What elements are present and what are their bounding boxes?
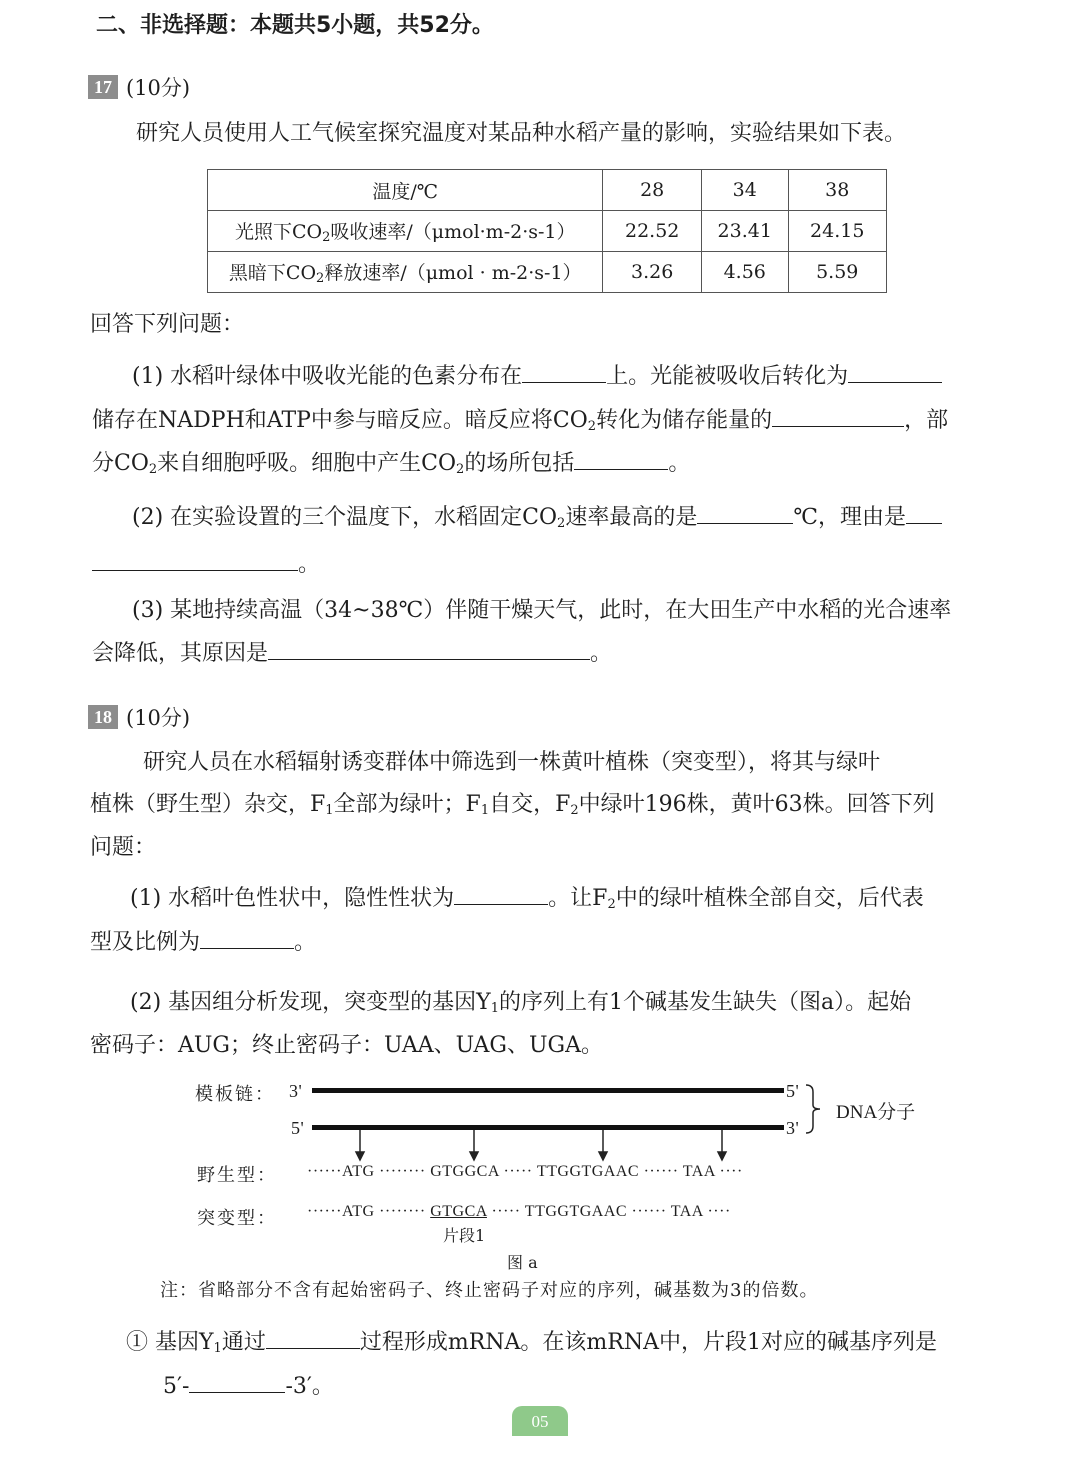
q18-part1-line2: 型及比例为 。 <box>90 922 316 964</box>
q17-part1-line1: (1) 水稻叶绿体中吸收光能的色素分布在 上。光能被吸收后转化为 <box>132 356 942 398</box>
table-row <box>208 211 887 252</box>
table-row-label: 黑暗下$CO_2$释放速率/（μmol · m-2·s-1） <box>208 252 603 293</box>
mutant-sequence: ······ATG ········ GTGCA ····· TTGGTGAAC ······ TAA ···· <box>307 1203 731 1220</box>
q18-sub1-line1: ① 基因$Y_1$通过 过程形成mRNA。在该mRNA中，片段1对应的碱基序列是 <box>126 1322 937 1370</box>
q17-intro: 研究人员使用人工气候室探究温度对某品种水稻产量的影响，实验结果如下表。 <box>136 121 907 146</box>
strand-end-label: 5' <box>786 1081 800 1101</box>
mutant-label: 突变型： <box>197 1208 277 1229</box>
table-cell: 23.41 <box>701 211 788 252</box>
q18-sub1-line2: 5′- -3′。 <box>163 1366 334 1408</box>
answer-blank[interactable] <box>268 635 590 660</box>
template-strand-line <box>312 1088 784 1093</box>
coding-strand-line <box>312 1125 784 1130</box>
answer-blank[interactable] <box>266 1324 360 1349</box>
wild-type-label: 野生型： <box>197 1165 277 1186</box>
table-cell: 4.56 <box>701 252 788 293</box>
fragment-1-label: 片段1 <box>443 1226 486 1245</box>
answer-blank[interactable] <box>200 924 294 949</box>
q18-points: (10分) <box>126 706 191 730</box>
dna-brace <box>806 1085 820 1133</box>
fragment-1-sequence: GTGCA <box>430 1203 487 1220</box>
answer-blank[interactable] <box>697 499 793 524</box>
q18-intro-line3: 问题： <box>90 835 157 860</box>
q18-part2-line2: 密码子：AUG；终止密码子：UAA、UAG、UGA。 <box>90 1033 603 1058</box>
q17-header <box>88 72 190 102</box>
q17-part3-line2: 会降低，其原因是 。 <box>92 633 612 675</box>
template-strand-label: 模板链： <box>195 1084 275 1105</box>
q17-part3-line1: (3) 某地持续高温（34~38℃）伴随干燥天气，此时，在大田生产中水稻的光合速率 <box>132 598 952 623</box>
table-cell: 3.26 <box>603 252 701 293</box>
page-number-tab: 05 <box>512 1406 568 1436</box>
answer-blank[interactable] <box>574 445 668 470</box>
arrows <box>356 1130 726 1160</box>
strand-end-label: 3' <box>786 1118 800 1138</box>
table-cell: 22.52 <box>603 211 701 252</box>
answer-blank[interactable] <box>454 880 548 905</box>
q17-data-table <box>207 169 887 293</box>
table-header-cell: 38 <box>788 170 886 211</box>
table-header-cell: 34 <box>701 170 788 211</box>
dna-molecule-label: DNA分子 <box>836 1102 916 1123</box>
section-title: 二、非选择题：本题共5小题，共52分。 <box>96 13 494 38</box>
q17-part1-line3: 分$CO_2$来自细胞呼吸。细胞中产生$CO_2$的场所包括 。 <box>92 443 690 491</box>
q17-points: (10分) <box>126 76 191 100</box>
table-header-row <box>208 170 887 211</box>
table-header-label: 温度/℃ <box>208 170 603 211</box>
answer-blank[interactable] <box>906 499 942 524</box>
answer-blank[interactable] <box>189 1368 285 1393</box>
table-row <box>208 252 887 293</box>
q18-part2-line1: (2) 基因组分析发现，突变型的基因$Y_1$的序列上有1个碱基发生缺失（图a）。起始 <box>130 990 912 1016</box>
q18-number-badge: 18 <box>88 705 118 729</box>
figure-caption: 图 a <box>507 1253 538 1272</box>
q17-part1-line2: 储存在NADPH和ATP中参与暗反应。暗反应将$CO_2$转化为储存能量的 ，部 <box>92 400 948 448</box>
answer-blank[interactable] <box>522 358 606 383</box>
strand-end-label: 5' <box>291 1118 305 1138</box>
strand-end-label: 3' <box>289 1081 303 1101</box>
figure-note: 注：省略部分不含有起始密码子、终止密码子对应的序列，碱基数为3的倍数。 <box>160 1280 819 1301</box>
table-row-label: 光照下$CO_2$吸收速率/（μmol·m-2·s-1） <box>208 211 603 252</box>
q18-header <box>88 702 190 732</box>
table-header-cell: 28 <box>603 170 701 211</box>
answer-blank[interactable] <box>772 402 904 427</box>
q17-number-badge: 17 <box>88 75 118 99</box>
dna-strands-graphic <box>300 1078 840 1168</box>
q18-intro-line1: 研究人员在水稻辐射诱变群体中筛选到一株黄叶植株（突变型），将其与绿叶 <box>143 750 881 775</box>
answer-blank[interactable] <box>848 358 942 383</box>
q17-part2-line2: 。 <box>92 544 320 586</box>
q17-prompt: 回答下列问题： <box>90 312 245 337</box>
q17-part2-line1: (2) 在实验设置的三个温度下，水稻固定$CO_2$速率最高的是 ℃，理由是 <box>132 497 942 545</box>
answer-blank[interactable] <box>92 546 298 571</box>
wild-type-sequence: ······ATG ········ GTGGCA ····· TTGGTGAAC ······ TAA ···· <box>307 1163 743 1180</box>
table-cell: 5.59 <box>788 252 886 293</box>
table-cell: 24.15 <box>788 211 886 252</box>
q18-part1-line1: (1) 水稻叶色性状中，隐性性状为 。让$F_2$中的绿叶植株全部自交，后代表 <box>130 878 924 926</box>
q18-intro-line2: 植株（野生型）杂交，$F_1$全部为绿叶；$F_1$自交，$F_2$中绿叶196株，黄叶63株。回答下列 <box>90 792 935 818</box>
